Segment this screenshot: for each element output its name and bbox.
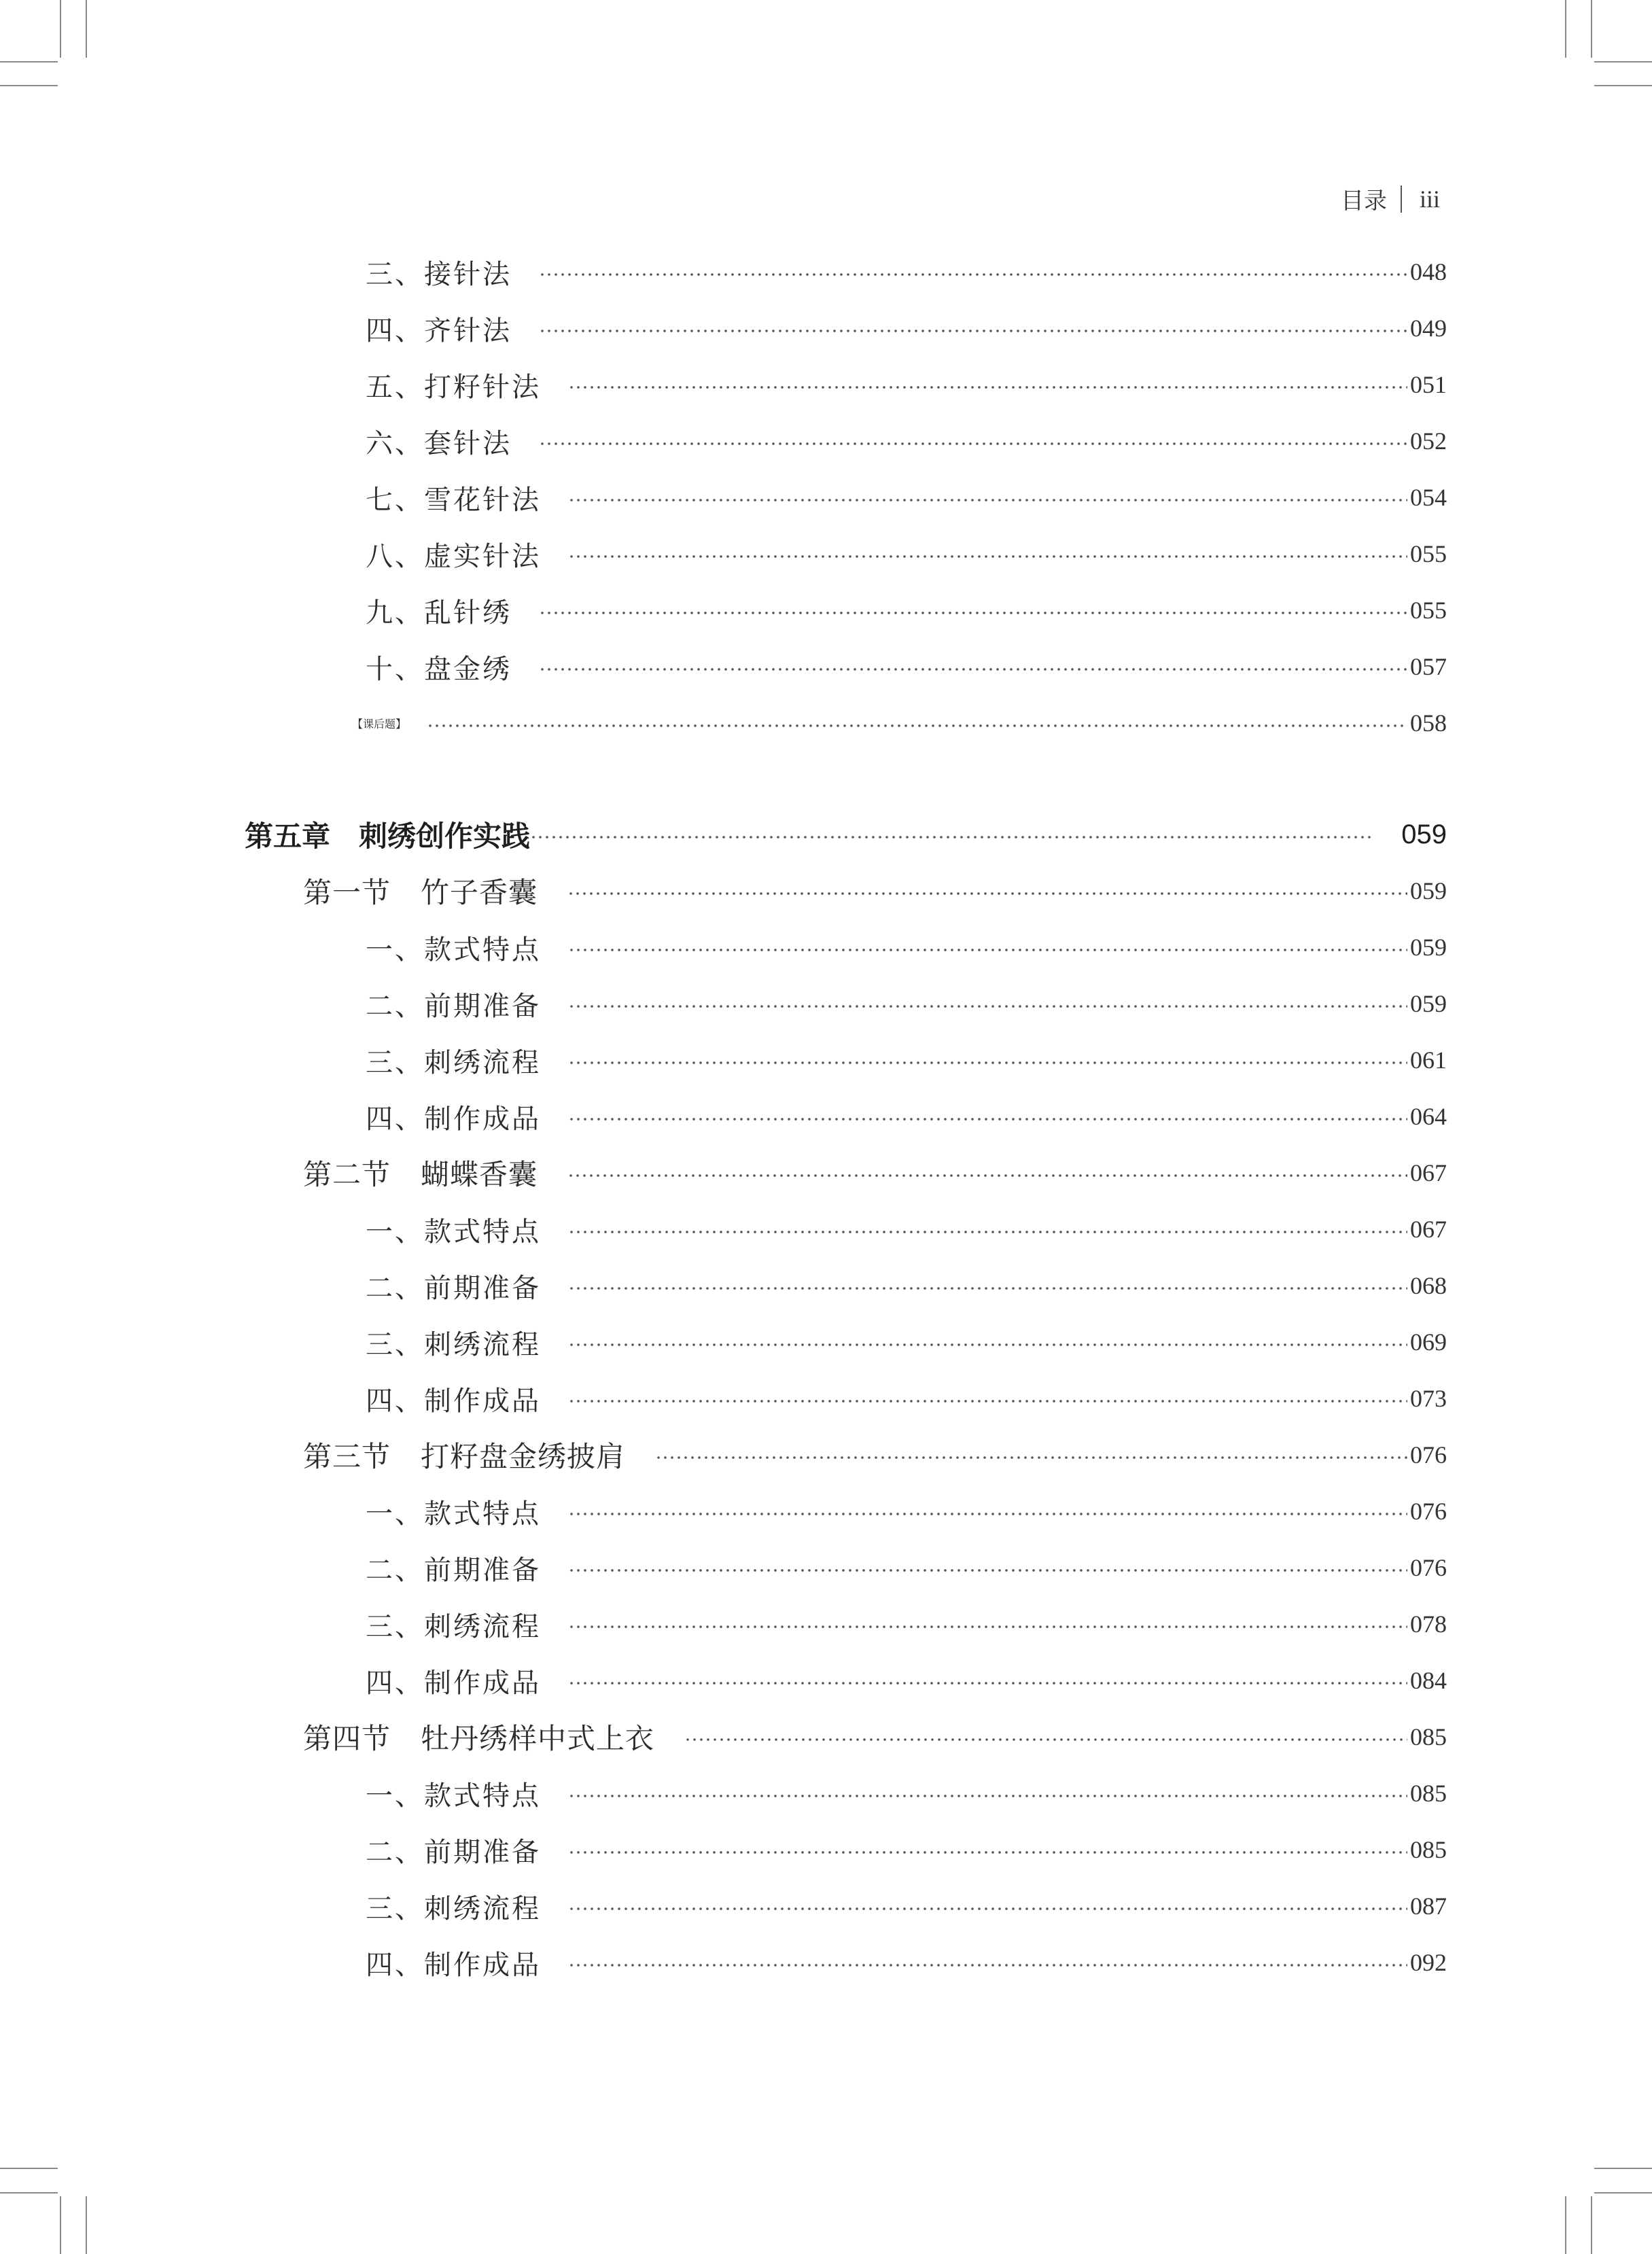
toc-entry-label: 五、打籽针法: [366, 371, 541, 403]
toc-entry-page-number: 064: [1410, 1103, 1447, 1130]
toc-dot-leader: [530, 836, 1374, 839]
running-header-page-number: iii: [1419, 185, 1440, 213]
toc-entry-label: 一、款式特点: [366, 1216, 541, 1248]
toc-dot-leader: [568, 1569, 1407, 1572]
toc-entry-item[interactable]: [0, 1491, 1652, 1532]
toc-entry-item[interactable]: [0, 1886, 1652, 1926]
toc-entry-page-number: 073: [1410, 1385, 1447, 1412]
toc-dot-leader: [568, 1118, 1407, 1121]
toc-entry-page-number: 052: [1410, 427, 1447, 455]
toc-entry-label: 二、前期准备: [366, 990, 541, 1022]
crop-mark: [60, 0, 61, 58]
toc-entry-title: 刺绣创作实践: [359, 820, 531, 853]
toc-dot-leader: [568, 386, 1407, 389]
toc-entry-section[interactable]: [0, 1716, 1652, 1757]
toc-entry-item[interactable]: [0, 1547, 1652, 1588]
toc-entry-item[interactable]: [0, 646, 1652, 687]
crop-mark: [1565, 2196, 1566, 2254]
toc-dot-leader: [567, 1174, 1407, 1177]
toc-entry-label: 三、刺绣流程: [366, 1046, 541, 1078]
toc-dot-leader: [655, 1456, 1407, 1459]
crop-mark: [1565, 0, 1566, 58]
toc-entry-label: [0, 1716, 684, 1757]
toc-entry-label: 三、刺绣流程: [366, 1610, 541, 1642]
toc-entry-page-number: 055: [1410, 540, 1447, 567]
toc-entry-label: 四、制作成品: [366, 1385, 541, 1417]
toc-entry-item[interactable]: [0, 983, 1652, 1024]
toc-entry-bracket[interactable]: [0, 703, 1652, 743]
toc-entry-page-number: 069: [1410, 1328, 1447, 1356]
toc-entry-section[interactable]: [0, 1152, 1652, 1193]
toc-entry-page-number: 054: [1410, 484, 1447, 511]
toc-dot-leader: [568, 1343, 1407, 1346]
toc-dot-leader: [539, 442, 1407, 445]
toc-entry-item[interactable]: [0, 1773, 1652, 1814]
toc-entry-page-number: 059: [1410, 877, 1447, 904]
crop-mark: [60, 2196, 61, 2254]
toc-entry-item[interactable]: [0, 1322, 1652, 1362]
toc-entry-label: 七、雪花针法: [366, 484, 541, 516]
toc-dot-leader: [568, 1231, 1407, 1233]
toc-dot-leader: [568, 1625, 1407, 1628]
toc-dot-leader: [684, 1738, 1407, 1741]
toc-entry-page-number: 076: [1410, 1441, 1447, 1468]
toc-entry-label: 三、接针法: [366, 258, 512, 290]
toc-dot-leader: [568, 1964, 1407, 1967]
toc-entry-label: 十、盘金绣: [366, 653, 512, 685]
toc-entry-label: 六、套针法: [366, 427, 512, 459]
toc-entry-label: 二、前期准备: [366, 1272, 541, 1304]
toc-entry-item[interactable]: [0, 1942, 1652, 1983]
toc-entry-number: 第三节: [303, 1440, 391, 1473]
toc-dot-leader: [568, 555, 1407, 558]
toc-entry-item[interactable]: [0, 927, 1652, 968]
toc-entry-page-number: 061: [1410, 1046, 1447, 1074]
toc-entry-label: 一、款式特点: [366, 1498, 541, 1530]
toc-entry-title: 竹子香囊: [421, 876, 538, 909]
toc-entry-number: 第二节: [303, 1158, 391, 1191]
toc-entry-page-number: 058: [1410, 709, 1447, 737]
toc-dot-leader: [568, 1851, 1407, 1854]
toc-entry-page-number: 076: [1410, 1498, 1447, 1525]
toc-entry-page-number: 068: [1410, 1272, 1447, 1299]
toc-entry-chapter[interactable]: [0, 814, 1652, 855]
toc-entry-item[interactable]: [0, 533, 1652, 574]
toc-entry-item[interactable]: [0, 1096, 1652, 1137]
toc-entry-page-number: 048: [1410, 258, 1447, 285]
toc-entry-page-number: 067: [1410, 1159, 1447, 1186]
toc-dot-leader: [568, 949, 1407, 951]
toc-entry-label: 三、刺绣流程: [366, 1892, 541, 1924]
toc-entry-label: 【课后题】: [352, 717, 407, 730]
toc-entry-item[interactable]: [0, 1040, 1652, 1080]
toc-entry-item[interactable]: [0, 1604, 1652, 1644]
toc-entry-item[interactable]: [0, 1378, 1652, 1419]
toc-entry-label: 一、款式特点: [366, 1780, 541, 1812]
crop-mark: [0, 85, 58, 86]
toc-entry-item[interactable]: [0, 1265, 1652, 1306]
crop-mark: [86, 0, 87, 58]
toc-entry-page-number: 092: [1410, 1949, 1447, 1976]
toc-entry-item[interactable]: [0, 590, 1652, 631]
toc-entry-label: 二、前期准备: [366, 1836, 541, 1868]
crop-mark: [1591, 2196, 1592, 2254]
toc-entry-item[interactable]: [0, 421, 1652, 461]
toc-entry-page-number: 087: [1410, 1892, 1447, 1920]
toc-entry-page-number: 085: [1410, 1780, 1447, 1807]
toc-dot-leader: [568, 1682, 1407, 1685]
toc-entry-number: 第五章: [245, 820, 331, 853]
toc-entry-label: [0, 1434, 655, 1475]
crop-mark: [0, 61, 58, 63]
toc-entry-title: 牡丹绣样中式上衣: [421, 1722, 655, 1755]
toc-dot-leader: [568, 1795, 1407, 1797]
toc-entry-page-number: 051: [1410, 371, 1447, 398]
toc-entry-page-number: 084: [1410, 1667, 1447, 1694]
toc-entry-page-number: 055: [1410, 597, 1447, 624]
toc-entry-title: 蝴蝶香囊: [421, 1158, 538, 1191]
toc-entry-page-number: 059: [1410, 990, 1447, 1017]
toc-entry-item[interactable]: [0, 1829, 1652, 1870]
toc-dot-leader: [539, 612, 1407, 614]
crop-mark: [1594, 85, 1652, 86]
toc-dot-leader: [539, 273, 1407, 276]
toc-entry-page-number: 085: [1410, 1836, 1447, 1863]
toc-dot-leader: [539, 668, 1407, 671]
toc-entry-label: [0, 814, 530, 855]
crop-mark: [1594, 2192, 1652, 2194]
toc-entry-label: 四、制作成品: [366, 1949, 541, 1981]
toc-entry-page-number: 076: [1410, 1554, 1447, 1581]
toc-entry-page-number: 085: [1410, 1723, 1447, 1750]
running-header-divider: [1401, 186, 1402, 213]
toc-entry-page-number: 067: [1410, 1216, 1447, 1243]
toc-entry-item[interactable]: [0, 1209, 1652, 1250]
toc-entry-section[interactable]: [0, 870, 1652, 911]
toc-entry-item[interactable]: [0, 251, 1652, 292]
running-header: [1341, 182, 1440, 215]
toc-entry-page-number: 078: [1410, 1610, 1447, 1638]
toc-entry-page-number: 059: [1401, 819, 1447, 849]
toc-entry-page-number: 059: [1410, 934, 1447, 961]
running-header-title: 目录: [1340, 188, 1387, 215]
toc-dot-leader: [567, 892, 1407, 895]
toc-dot-leader: [539, 330, 1407, 332]
toc-dot-leader: [568, 1061, 1407, 1064]
toc-entry-label: 九、乱针绣: [366, 597, 512, 629]
toc-entry-number: 第一节: [303, 876, 391, 909]
toc-entry-label: 四、齐针法: [366, 315, 512, 347]
toc-entry-item[interactable]: [0, 364, 1652, 405]
toc-entry-item[interactable]: [0, 477, 1652, 518]
toc-dot-leader: [568, 1005, 1407, 1008]
toc-dot-leader: [568, 1287, 1407, 1290]
toc-entry-label: 四、制作成品: [366, 1667, 541, 1699]
toc-entry-item[interactable]: [0, 308, 1652, 349]
toc-entry-number: 第四节: [303, 1722, 391, 1755]
toc-entry-label: 三、刺绣流程: [366, 1328, 541, 1360]
toc-entry-section[interactable]: [0, 1434, 1652, 1475]
crop-mark: [1594, 61, 1652, 63]
crop-mark: [0, 2192, 58, 2194]
crop-mark: [86, 2196, 87, 2254]
toc-dot-leader: [568, 499, 1407, 501]
toc-entry-label: [0, 1152, 567, 1193]
crop-mark: [1591, 0, 1592, 58]
toc-entry-item[interactable]: [0, 1660, 1652, 1701]
toc-entry-label: [0, 870, 567, 911]
toc-entry-label: 一、款式特点: [366, 934, 541, 966]
toc-entry-label: 二、前期准备: [366, 1554, 541, 1586]
toc-dot-leader: [568, 1907, 1407, 1910]
toc-entry-page-number: 057: [1410, 653, 1447, 680]
toc-dot-leader: [427, 724, 1407, 727]
toc-entry-page-number: 049: [1410, 315, 1447, 342]
toc-dot-leader: [568, 1513, 1407, 1515]
crop-mark: [1594, 2168, 1652, 2169]
toc-entry-label: 四、制作成品: [366, 1103, 541, 1135]
toc-entry-label: 八、虚实针法: [366, 540, 541, 572]
crop-mark: [0, 2168, 58, 2169]
toc-dot-leader: [568, 1400, 1407, 1403]
toc-entry-title: 打籽盘金绣披肩: [421, 1440, 626, 1473]
